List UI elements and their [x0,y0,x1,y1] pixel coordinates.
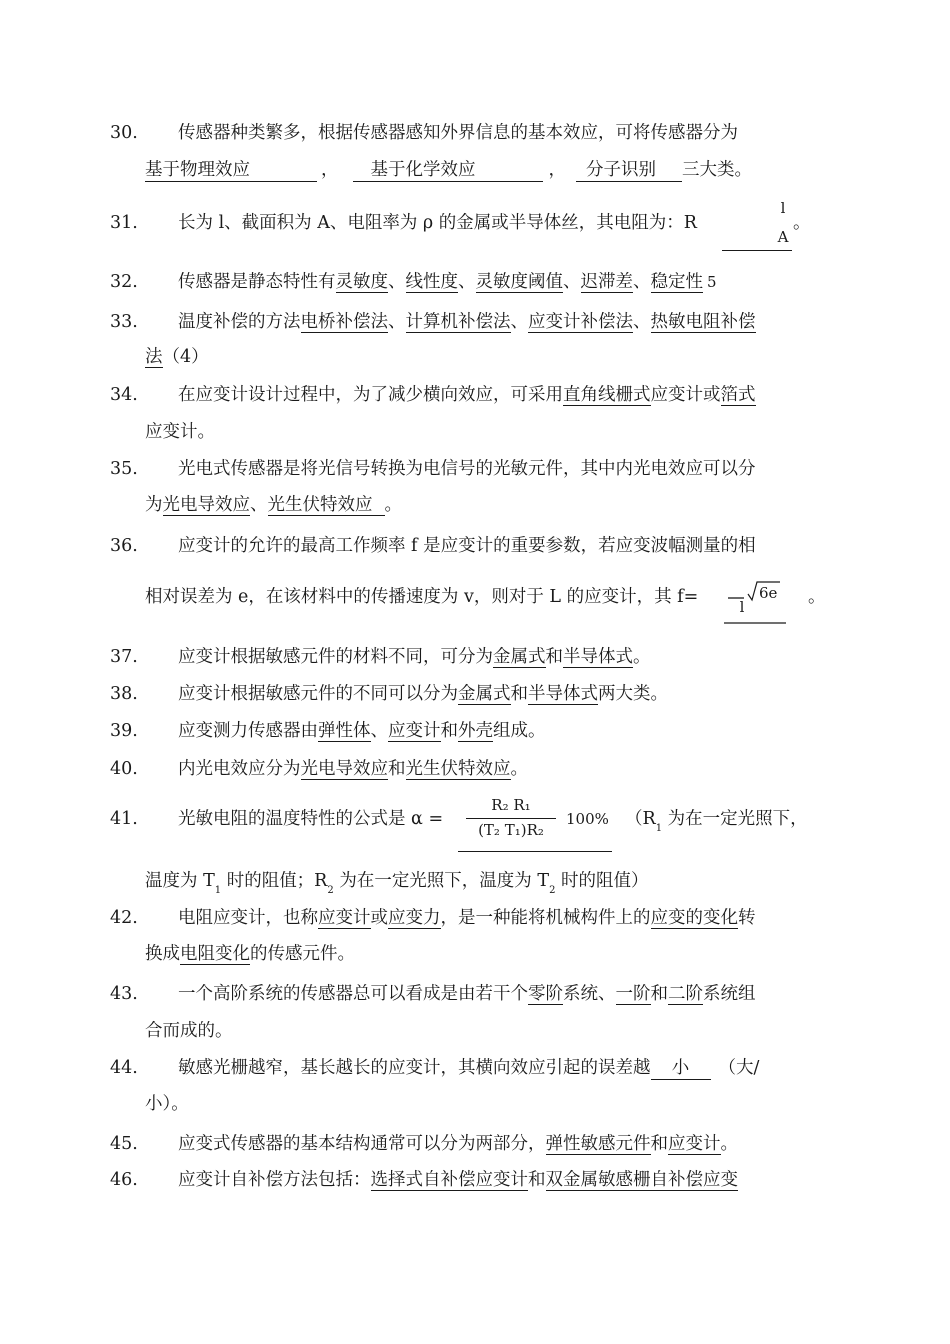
answer-blank: 基于物理效应 [145,159,317,182]
item-number: 42. [110,908,138,928]
answer-blank: 箔式 [720,385,756,405]
answer-blank: 光电导效应 [162,495,250,515]
radicand: 6e [759,584,778,602]
item-44-line1: 敏感光栅越窄，基长越长的应变计，其横向效应引起的误差越 小 （大/ [178,1058,760,1078]
answer-blank: 应变计 [318,908,371,928]
item-number: 44. [110,1058,138,1078]
answer-blank: 零阶 [528,984,563,1004]
answer-blank: 光电导效应 [300,759,388,779]
item-number: 31. [110,213,138,233]
answer-blank: 基于化学效应 [353,159,543,182]
document-page: 30. 传感器种类繁多，根据传感器感知外界信息的基本效应，可将传感器分为 基于物理效应 ， 基于化学效应 ， 分子识别 三大类。 31. 长为 l、截面积为 A、电阻率为 ρ 的金属或半导体丝，其电阻为：R l A 。 32. 传感器是静态特性有灵敏度、线性度、灵敏度阈值、迟滞差、稳定性 5 33. 温度补偿的方法电桥补偿法、计算机补偿法、应变计补偿法、热敏电阻补偿 法（4） 34. 在应变计设计过程中，为了减少横向效应，可采用直角线栅式应变计或箔式 应变计。 35. 光电式传感器是将光信号转换为电信号的光敏元件，其中内光电效应可以分 为光电导效应、光生伏特效应 。 36. 应变计的允许的最高工作频率 f 是应变计的重要参数，若应变波幅测量的相 相对误差为 e，在该材料中的传播速度为 v，则对于 L 的应变计，其 f= 6e l 。 37. 应变计根据敏感元件的材料不同，可分为金属式和半导体式。 38. 应变计根据敏感元件的不同可以分为金属式和半导体式两大类。 39. 应变测力传感器由弹性体、应变计和外壳组成。 40. 内光电效应分为光电导效应和光生伏特效应。 41. 光敏电阻的温度特性的公式是 α = R₂ R₁ (T₂ T₁)R₂ 100% （$R_1$ 为在一定光照下， 温度为 $T_1$ 时的阻值；$R_2$ 为在一定光照下，温度为 $T_2$ 时的阻值） 42. 电阻应变计，也称应变计或应变力，是一种能将机械构件上的应变的变化转 换成电阻变化的传感元件。 43. 一个高阶系统的传感器总可以看成是由若干个零阶系统、一阶和二阶系统组 合而成的。 44. 敏感光栅越窄，基长越长的应变计，其横向效应引起的误差越 小 （大/ 小）。 45. 应变式传感器的基本结构通常可以分为两部分，弹性敏感元件和应变计。 46. 应变计自补偿方法包括：选择式自补偿应变计和双金属敏感栅自补偿应变 [110,123,826,1190]
fraction-denominator: A [777,228,789,246]
item-36-line2: 相对误差为 e，在该材料中的传播速度为 v，则对于 L 的应变计，其 f= [145,587,699,607]
item-44-line2: 小）。 [145,1094,189,1114]
item-33-line1: 温度补偿的方法电桥补偿法、计算机补偿法、应变计补偿法、热敏电阻补偿 [178,312,756,332]
answer-blank: 应变计补偿法 [528,312,633,332]
answer-blank: 法 [145,347,163,367]
fraction-numerator: R₂ R₁ [491,796,531,814]
item-number: 40. [110,759,138,779]
answer-blank: 半导体式 [563,647,633,667]
answer-blank: 光生伏特效应 [268,495,385,516]
answer-underline [722,250,792,251]
item-30-line2: 基于物理效应 ， 基于化学效应 ， 分子识别 三大类。 [145,160,752,180]
item-37-line: 应变计根据敏感元件的材料不同，可分为金属式和半导体式。 [178,647,651,667]
item-32-line: 传感器是静态特性有灵敏度、线性度、灵敏度阈值、迟滞差、稳定性 5 [178,272,717,292]
answer-blank: 金属式 [458,684,511,704]
item-34-line1: 在应变计设计过程中，为了减少横向效应，可采用直角线栅式应变计或箔式 [178,385,756,405]
answer-blank: 外壳 [458,721,493,741]
answer-blank: 电桥补偿法 [300,312,388,332]
item-30-line1: 传感器种类繁多，根据传感器感知外界信息的基本效应，可将传感器分为 [178,123,738,143]
answer-blank: 二阶 [668,984,703,1004]
answer-underline [458,851,612,852]
item-35-line2: 为光电导效应、光生伏特效应 。 [145,495,402,515]
item-31-line: 长为 l、截面积为 A、电阻率为 ρ 的金属或半导体丝，其电阻为：R [178,213,697,233]
answer-blank: 小 [651,1057,711,1080]
answer-blank: 分子识别 [576,159,682,182]
answer-blank: 迟滞差 [580,272,633,292]
answer-blank: 弹性敏感元件 [545,1134,651,1154]
item-41-line2: 温度为 $T_1$ 时的阻值；$R_2$ 为在一定光照下，温度为 $T_2$ 时的阻值） [145,871,649,896]
answer-blank: 金属式 [493,647,546,667]
fraction-denominator: (T₂ T₁)R₂ [478,821,544,839]
item-45-line: 应变式传感器的基本结构通常可以分为两部分，弹性敏感元件和应变计。 [178,1134,738,1154]
item-42-line1: 电阻应变计，也称应变计或应变力，是一种能将机械构件上的应变的变化转 [178,908,756,928]
item-number: 38. [110,684,138,704]
item-number: 46. [110,1170,138,1190]
item-number: 34. [110,385,138,405]
answer-blank: 热敏电阻补偿 [650,312,756,332]
answer-blank: 应变力 [388,908,441,928]
item-number: 43. [110,984,138,1004]
answer-blank: 线性度 [405,272,458,292]
answer-blank: 选择式自补偿应变计 [370,1170,528,1190]
answer-blank: 灵敏度 [335,272,388,292]
percent: 100% [566,810,609,828]
answer-blank: 灵敏度阈值 [475,272,563,292]
answer-blank: 光生伏特效应 [405,759,511,779]
item-number: 41. [110,809,138,829]
item-number: 39. [110,721,138,741]
fraction-numerator: l [780,199,786,217]
answer-blank: 应变计 [388,721,441,741]
item-40-line: 内光电效应分为光电导效应和光生伏特效应。 [178,759,528,779]
answer-blank: 计算机补偿法 [405,312,511,332]
item-36-line1: 应变计的允许的最高工作频率 f 是应变计的重要参数，若应变波幅测量的相 [178,536,756,556]
answer-blank: 应变计 [668,1134,721,1154]
item-number: 33. [110,312,138,332]
answer-blank: 双金属敏感栅自补偿应变 [545,1170,738,1190]
item-number: 35. [110,459,138,479]
item-38-line: 应变计根据敏感元件的不同可以分为金属式和半导体式两大类。 [178,684,668,704]
item-34-line2: 应变计。 [145,422,215,442]
item-number: 36. [110,536,138,556]
item-46-line: 应变计自补偿方法包括：选择式自补偿应变计和双金属敏感栅自补偿应变 [178,1170,738,1190]
answer-blank: 稳定性 [650,272,703,292]
answer-blank: 应变的变化 [650,908,738,928]
answer-blank: 一阶 [615,984,651,1004]
item-43-line1: 一个高阶系统的传感器总可以看成是由若干个零阶系统、一阶和二阶系统组 [178,984,756,1004]
item-43-line2: 合而成的。 [145,1021,233,1041]
item-33-line2: 法（4） [145,347,209,367]
item-number: 32. [110,272,138,292]
item-41-note: （$R_1$ 为在一定光照下， [625,809,808,834]
answer-blank: 直角线栅式 [563,385,651,405]
answer-blank: 电阻变化 [180,944,250,964]
item-number: 37. [110,647,138,667]
item-35-line1: 光电式传感器是将光信号转换为电信号的光敏元件，其中内光电效应可以分 [178,459,756,479]
item-41-formula-label: 光敏电阻的温度特性的公式是 α = [178,809,444,829]
item-42-line2: 换成电阻变化的传感元件。 [145,944,355,964]
item-number: 45. [110,1134,138,1154]
item-number: 30. [110,123,138,143]
fraction-denominator: l [739,598,745,616]
answer-blank: 弹性体 [318,721,371,741]
answer-blank: 半导体式 [528,684,598,704]
item-39-line: 应变测力传感器由弹性体、应变计和外壳组成。 [178,721,546,741]
